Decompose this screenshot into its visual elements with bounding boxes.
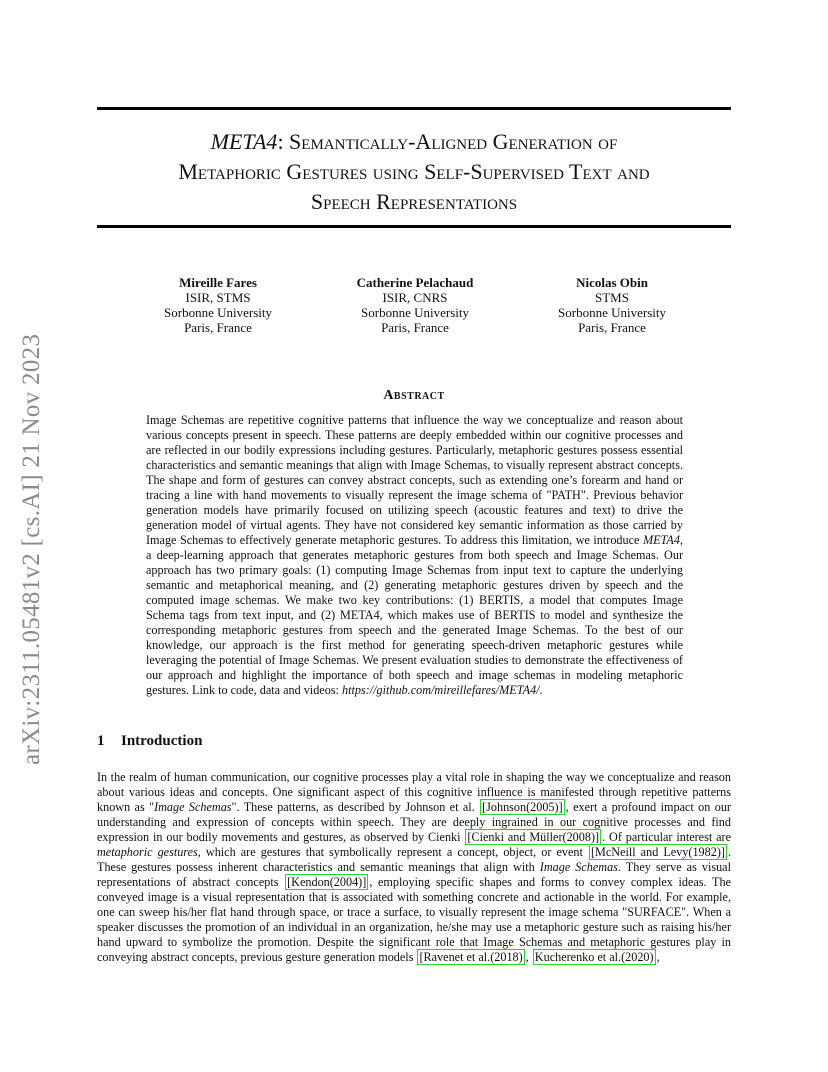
author-1	[120, 275, 316, 335]
arxiv-identifier: arXiv:2311.05481v2 [cs.AI] 21 Nov 2023	[18, 333, 45, 765]
section-title: Introduction	[121, 733, 203, 749]
author-affiliation: Paris, France	[578, 320, 646, 335]
citation-link[interactable]: [McNeill and Levy(1982)]	[590, 845, 725, 859]
abstract-meta4: META4	[642, 533, 680, 547]
author-affiliation: Sorbonne University	[361, 305, 469, 320]
code-link[interactable]: https://github.com/mireillefares/META4/	[341, 683, 540, 697]
intro-text-part: , employing specific shapes and forms to convey complex ideas. The conveyed image is a visual representation that is associated with something concrete and actionable in the world. For example, one can sweep his/her flat hand through space, or trace a surface, to visually represent the image schema "SURFACE". When a speaker discusses the promotion of an individual in an organization, he/she may use a metaphoric gesture such as raising his/her hand upward to symbolize the promotion. Despite the significant role that Image Schemas and metaphoric gestures play in conveying abstract concepts, previous gesture generation models	[97, 875, 731, 964]
citation-link[interactable]: [Ravenet et al.(2018)	[419, 950, 523, 964]
intro-text-part: , which are gestures that symbolically represent a concept, object, or event	[197, 845, 588, 859]
author-affiliation: Sorbonne University	[164, 305, 272, 320]
title-line3: Speech Representations	[310, 189, 518, 214]
abstract-text-part: Image Schemas are repetitive cognitive patterns that influence the way we conceptualize and reason about various concepts present in speech. These patterns are deeply embedded within our cognitive processes and are reflected in our bodily expressions including gestures. Particularly, metaphoric gestures possess essential characteristics and semantic meanings that align with Image Schemas, to visually represent abstract concepts. The shape and form of gestures can convey abstract concepts, such as extending one’s forearm and hand or tracing a line with hand movements to visually represent the image schema of "PATH". Previous behavior generation models have primarily focused on utilizing speech (acoustic features and text) to drive the generation model of virtual agents. They have not considered key semantic information as those carried by Image Schemas to effectively generate metaphoric gestures. To address this limitation, we introduce	[146, 413, 683, 547]
title-top-rule	[97, 107, 731, 110]
citation-link[interactable]: [Cienki and Müller(2008)]	[467, 830, 600, 844]
author-affiliation: Paris, France	[184, 320, 252, 335]
section-number: 1	[97, 733, 105, 749]
abstract-text	[146, 413, 683, 698]
author-name: Nicolas Obin	[576, 275, 648, 290]
author-affiliation: Paris, France	[381, 320, 449, 335]
intro-text-part: ". These patterns, as described by Johnson et al.	[231, 800, 480, 814]
introduction-text	[97, 770, 731, 965]
author-block	[120, 275, 710, 335]
paper-title	[97, 127, 731, 217]
intro-text-part: ,	[656, 950, 660, 964]
title-italic-part: META4	[210, 129, 278, 154]
author-name: Catherine Pelachaud	[356, 275, 474, 290]
intro-text-part: In the realm of human communication, our cognitive processes play a vital role in shaping the way we conceptualize and reason about various ideas and concepts. One significant aspect of this cognitive influence is manifested through repetitive patterns known as "	[97, 770, 731, 814]
intro-text-part: . Of particular interest are	[602, 830, 731, 844]
title-line2: Metaphoric Gestures using Self-Supervised Text and	[178, 159, 650, 184]
author-3	[514, 275, 710, 335]
section-heading-introduction	[97, 733, 731, 750]
title-line1: : Semantically-Aligned Generation of	[277, 129, 618, 154]
author-name: Mireille Fares	[179, 275, 257, 290]
intro-emphasis: Image Schemas	[539, 860, 618, 874]
citation-link[interactable]: Kucherenko et al.(2020)	[534, 950, 654, 964]
author-2	[317, 275, 513, 335]
abstract-text-part: .	[539, 683, 543, 697]
author-affiliation: STMS	[595, 290, 629, 305]
intro-emphasis: metaphoric gestures	[97, 845, 198, 859]
title-bottom-rule	[97, 225, 731, 228]
citation-link[interactable]: [Kendon(2004)]	[287, 875, 367, 889]
abstract-text-part: , a deep-learning approach that generates metaphoric gestures from both speech and Image Schemas. Our approach has two primary goals: (1) computing Image Schemas from input text to capture the underlying semantic and metaphorical meaning, and (2) generating metaphoric gestures driven by speech and the computed image schemas. We make two key contributions: (1) BERTIS, a model that computes Image Schema tags from text input, and (2) META4, which makes use of BERTIS to model and synthesize the corresponding metaphoric gestures from speech and the generated Image Schemas. To the best of our knowledge, our approach is the first method for generating speech-driven metaphoric gestures while leveraging the potential of Image Schemas. We present evaluation studies to demonstrate the effectiveness of our approach and highlight the importance of both speech and image schemas in modeling metaphoric gestures. Link to code, data and videos:	[146, 533, 683, 697]
abstract-heading: Abstract	[383, 388, 445, 403]
intro-text-part: . These gestures possess inherent characteristics and semantic meanings that align with	[97, 845, 731, 874]
author-affiliation: ISIR, CNRS	[382, 290, 448, 305]
intro-text-part: ,	[525, 950, 532, 964]
author-affiliation: ISIR, STMS	[185, 290, 251, 305]
intro-text-part: , exert a profound impact on our understanding and expression of concepts within speech. They are deeply ingrained in our cognitive processes and find expression in our bodily movements and gestures, as observed by Cienki	[97, 800, 731, 844]
intro-emphasis: Image Schemas	[154, 800, 232, 814]
author-affiliation: Sorbonne University	[558, 305, 666, 320]
intro-text-part: . They serve as visual representations of abstract concepts	[97, 860, 731, 889]
citation-link[interactable]: [Johnson(2005)]	[482, 800, 563, 814]
